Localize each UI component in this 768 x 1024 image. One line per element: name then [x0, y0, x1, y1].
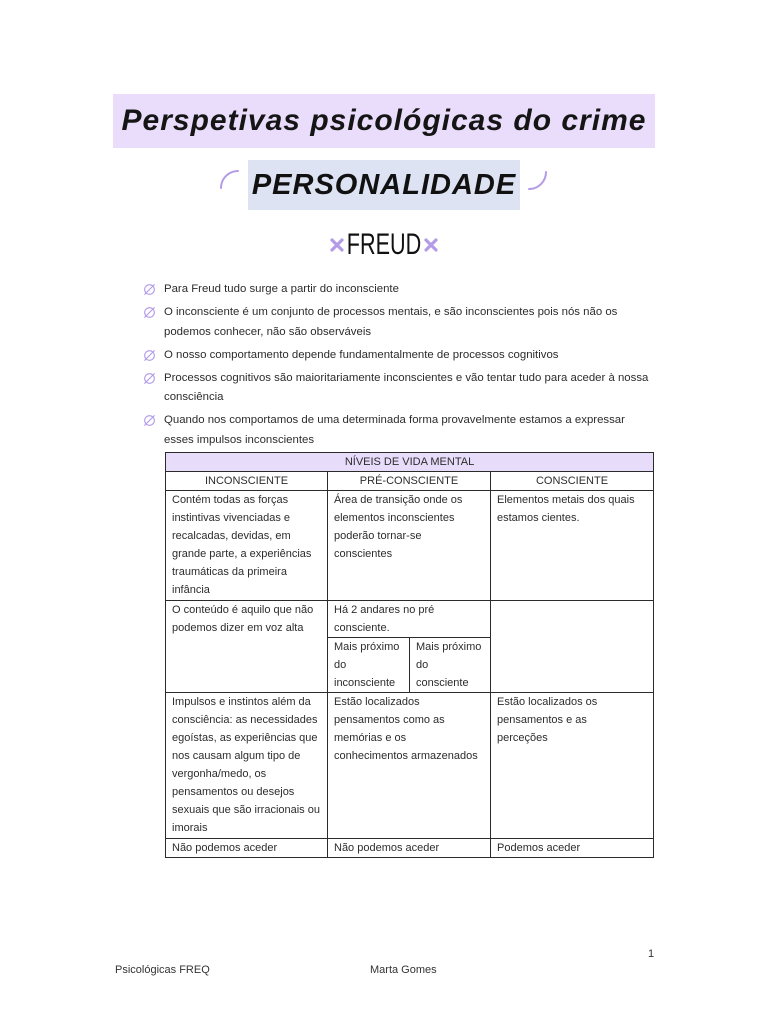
cell-inconsciente — [166, 601, 328, 693]
page-number: 1 — [648, 948, 655, 960]
column-header-consciente: CONSCIENTE — [491, 472, 654, 491]
cell-pre-consciente — [328, 601, 491, 638]
cell-consciente — [491, 693, 654, 839]
cell-pre-consciente — [328, 491, 491, 601]
heavy-x-icon — [329, 237, 345, 253]
cell-line: conhecimentos armazenados — [334, 750, 478, 762]
bullet-line: podemos conhecer, não são observáveis — [164, 325, 372, 338]
cell-line: pensamentos como as — [334, 714, 445, 726]
empty-set-icon — [143, 280, 164, 300]
cell-pre-consciente-near-inconsciente — [328, 638, 410, 693]
title-banner — [113, 94, 655, 148]
empty-set-icon — [143, 411, 164, 431]
cell-line: Há 2 andares no pré — [334, 604, 435, 616]
cell-line: O conteúdo é aquilo que não — [172, 604, 314, 616]
column-header-inconsciente: INCONSCIENTE — [166, 472, 328, 491]
cell-line: memórias e os — [334, 732, 407, 744]
cell-line: conscientes — [334, 548, 393, 560]
cell-pre-consciente — [328, 693, 491, 839]
left-arc-icon — [216, 166, 242, 192]
bullet-line: consciência — [164, 391, 224, 403]
cell-line: egoístas, as experiências que — [172, 732, 318, 744]
column-header-pre-consciente: PRÉ-CONSCIENTE — [328, 472, 491, 491]
cell-line: Mais próximo — [416, 641, 482, 653]
heavy-x-icon — [423, 237, 439, 253]
cell-line: recalcadas, devidas, em — [172, 530, 291, 542]
cell-line: elementos inconscientes — [334, 512, 455, 524]
table-row — [166, 491, 654, 601]
cell-consciente — [491, 491, 654, 601]
mental-levels-table — [165, 452, 654, 858]
cell-line: consciente — [416, 677, 469, 689]
table-caption: NÍVEIS DE VIDA MENTAL — [166, 453, 654, 472]
bullet-text — [164, 346, 558, 366]
subheading-row — [0, 228, 768, 262]
cell-line: traumáticas da primeira — [172, 566, 287, 578]
cell-line: infância — [172, 584, 210, 596]
cell-pre-consciente — [328, 839, 491, 858]
footer-author: Marta Gomes — [370, 964, 437, 976]
list-item — [143, 369, 743, 408]
cell-line: Não podemos aceder — [172, 842, 278, 854]
cell-line: consciente. — [334, 622, 390, 634]
cell-line: nos causam algum tipo de — [172, 750, 301, 762]
bullet-line: Quando nos comportamos de uma determinada forma provavelmente estamos a expressar — [164, 414, 625, 426]
page-title: Perspetivas psicológicas do crime — [121, 104, 647, 137]
table-row — [166, 839, 654, 858]
cell-line: pensamentos ou desejos — [172, 786, 295, 798]
cell-inconsciente — [166, 693, 328, 839]
empty-set-icon — [143, 303, 164, 323]
cell-line: consciência: as necessidades — [172, 714, 318, 726]
subheading-text: FREUD — [346, 228, 422, 261]
cell-line: Podemos aceder — [497, 842, 581, 854]
table-row — [166, 693, 654, 839]
table-header-row — [166, 472, 654, 491]
cell-line: podemos dizer em voz alta — [172, 622, 304, 634]
right-arc-icon — [525, 168, 551, 194]
section-heading: PERSONALIDADE — [251, 168, 517, 201]
bullet-text — [164, 280, 399, 300]
bullet-line: Processos cognitivos são maioritariamente inconscientes e vão tentar tudo para aceder à nossa — [164, 371, 649, 384]
cell-line: estamos cientes. — [497, 512, 580, 524]
cell-line: Elementos metais dos quais — [497, 494, 635, 506]
table-row — [166, 601, 654, 638]
cell-line: Contém todas as forças — [172, 494, 289, 506]
subheading — [347, 228, 421, 262]
cell-line: do — [416, 659, 429, 671]
bullet-text — [164, 369, 648, 408]
list-item — [143, 346, 743, 366]
cell-line: do — [334, 659, 347, 671]
bullet-line: esses impulsos inconscientes — [164, 433, 315, 446]
footer-course: Psicológicas FREQ — [115, 964, 210, 976]
cell-line: pensamentos e as — [497, 714, 587, 726]
cell-line: imorais — [172, 822, 208, 834]
bullet-line: O nosso comportamento depende fundamentalmente de processos cognitivos — [164, 348, 559, 361]
cell-line: sexuais que são irracionais ou — [172, 804, 320, 816]
bullet-line: O inconsciente é um conjunto de processos mentais, e são inconscientes pois nós não os — [164, 306, 618, 318]
list-item — [143, 280, 743, 300]
cell-line: Estão localizados — [334, 696, 420, 708]
cell-consciente — [491, 839, 654, 858]
cell-line: Não podemos aceder — [334, 842, 440, 854]
cell-line: Estão localizados os — [497, 696, 598, 708]
cell-consciente — [491, 601, 654, 693]
cell-line: poderão tornar-se — [334, 530, 422, 542]
bullet-line: Para Freud tudo surge a partir do inconsciente — [164, 283, 399, 295]
list-item — [143, 303, 743, 342]
cell-line: Mais próximo — [334, 641, 400, 653]
cell-line: vergonha/medo, os — [172, 768, 267, 780]
cell-pre-consciente-near-consciente — [410, 638, 491, 693]
empty-set-icon — [143, 369, 164, 389]
empty-set-icon — [143, 346, 164, 366]
cell-line: perceções — [497, 732, 548, 744]
bullet-list — [143, 280, 743, 454]
list-item — [143, 411, 743, 450]
cell-line: instintivas vivenciadas e — [172, 512, 291, 524]
table-caption-row — [166, 453, 654, 472]
section-heading-box — [248, 160, 520, 210]
cell-line: inconsciente — [334, 677, 396, 689]
cell-line: grande parte, a experiências — [172, 548, 312, 560]
cell-line: Área de transição onde os — [334, 494, 463, 506]
cell-inconsciente — [166, 491, 328, 601]
cell-line: Impulsos e instintos além da — [172, 696, 311, 708]
bullet-text — [164, 411, 625, 450]
cell-inconsciente — [166, 839, 328, 858]
bullet-text — [164, 303, 617, 342]
